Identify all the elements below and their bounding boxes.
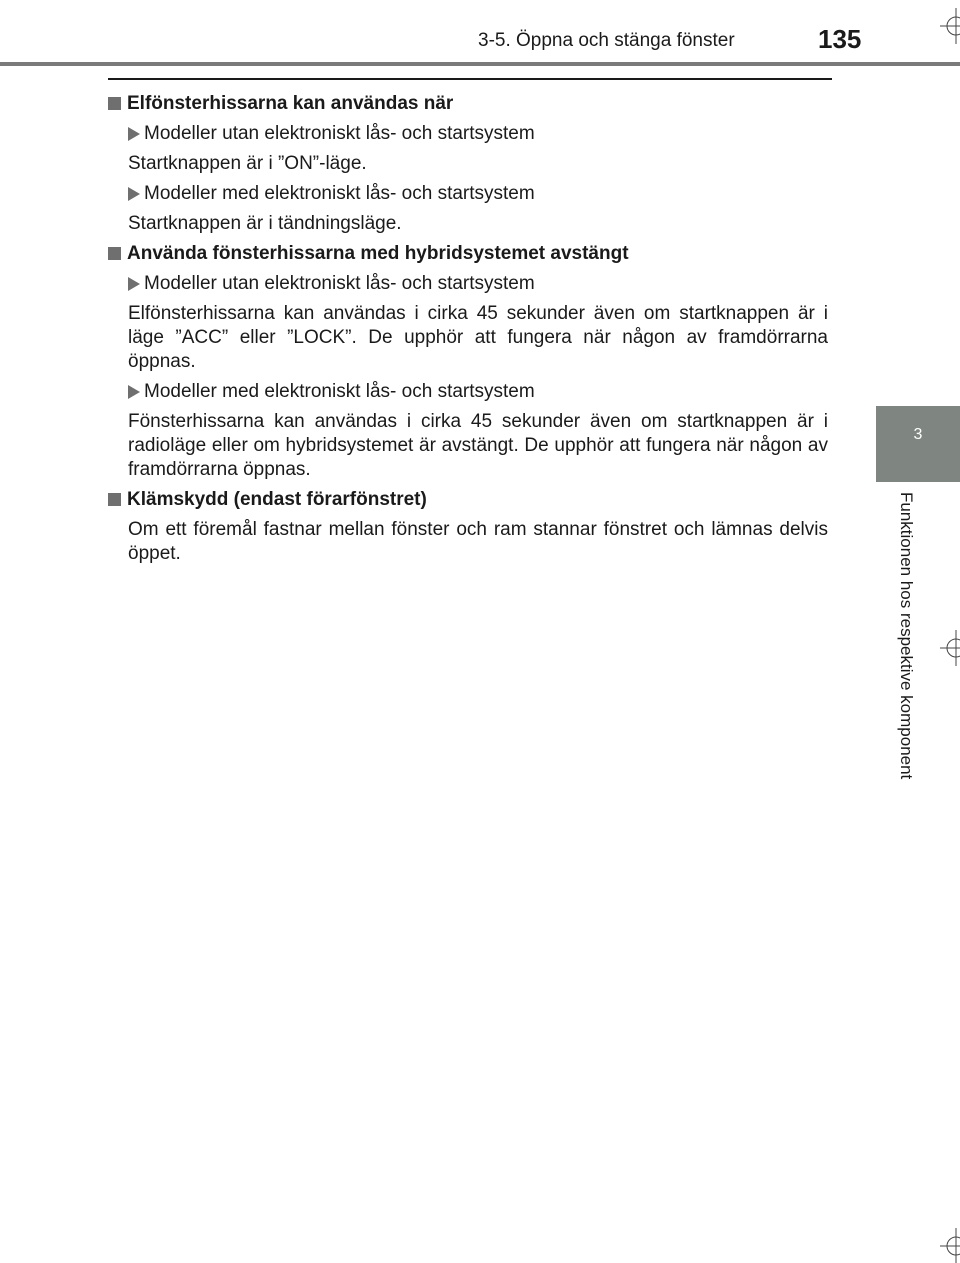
crop-mark-bottom-icon (936, 1226, 960, 1263)
model-subheading: Modeller med elektroniskt lås- och startsystem (128, 380, 828, 404)
body-paragraph: Elfönsterhissarna kan användas i cirka 45 sekunder även om startknappen är i läge ”ACC” eller ”LOCK”. De upphör att fungera när någon av framdörrarna öppnas. (128, 303, 828, 372)
model-subheading: Modeller utan elektroniskt lås- och startsystem (128, 122, 828, 146)
crop-mark-top-icon (936, 6, 960, 46)
chapter-tab (876, 406, 960, 482)
section-title: 3-5. Öppna och stänga fönster (478, 30, 735, 51)
body-paragraph: Startknappen är i tändningsläge. (128, 213, 402, 234)
model-subheading: Modeller utan elektroniskt lås- och startsystem (128, 272, 828, 296)
triangle-bullet-icon (128, 277, 140, 291)
chapter-number: 3 (913, 426, 923, 443)
model-subheading: Modeller med elektroniskt lås- och startsystem (128, 182, 828, 206)
square-bullet-icon (108, 493, 121, 506)
crop-mark-middle-icon (936, 628, 960, 668)
square-bullet-icon (108, 247, 121, 260)
triangle-bullet-icon (128, 187, 140, 201)
header-rule (0, 62, 960, 66)
chapter-title: Funktionen hos respektive komponent (897, 492, 916, 780)
square-bullet-icon (108, 97, 121, 110)
section-heading: Elfönsterhissarna kan användas när (108, 92, 828, 116)
body-paragraph: Fönsterhissarna kan användas i cirka 45 sekunder även om startknappen är i radioläge eller om hybridsystemet är avstängt. De upphör att fungera när någon av framdörrarna öppnas. (128, 411, 828, 480)
content-rule (108, 78, 832, 80)
triangle-bullet-icon (128, 127, 140, 141)
page-content (108, 92, 828, 572)
triangle-bullet-icon (128, 385, 140, 399)
body-paragraph: Om ett föremål fastnar mellan fönster och ram stannar fönstret och lämnas delvis öppet. (128, 519, 828, 564)
section-heading: Använda fönsterhissarna med hybridsystemet avstängt (108, 242, 828, 266)
page-number: 135 (818, 24, 862, 54)
body-paragraph: Startknappen är i ”ON”-läge. (128, 153, 367, 174)
section-heading: Klämskydd (endast förarfönstret) (108, 488, 828, 512)
